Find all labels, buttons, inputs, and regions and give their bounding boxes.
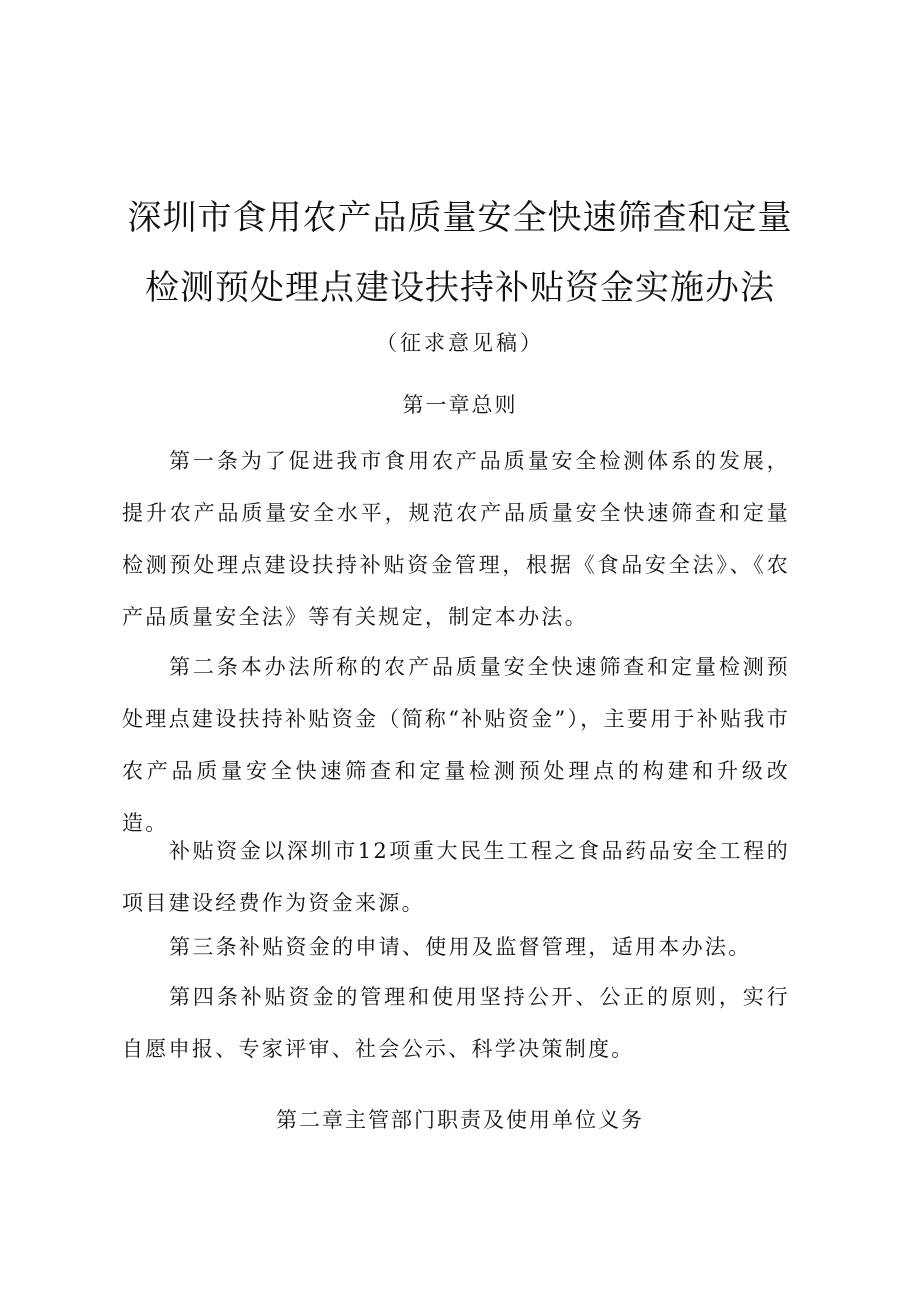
chapter-heading-1: 第一章总则	[402, 393, 518, 417]
document-subtitle: （征求意见稿）	[376, 331, 544, 355]
article-4-paragraph: 第四条补贴资金的管理和使用坚持公开、公正的原则，实行自愿申报、专家评审、社会公示、科学决策制度。	[122, 985, 790, 1061]
article-2-paragraph: 第二条本办法所称的农产品质量安全快速筛查和定量检测预处理点建设扶持补贴资金（简称“补贴资金”），主要用于补贴我市农产品质量安全快速筛查和定量检测预处理点的构建和升级改造。	[122, 655, 790, 835]
document-title-line-1: 深圳市食用农产品质量安全快速筛查和定量	[127, 198, 793, 238]
article-2-funding-paragraph: 补贴资金以深圳市12项重大民生工程之食品药品安全工程的项目建设经费作为资金来源。	[122, 839, 790, 915]
article-1-paragraph: 第一条为了促进我市食用农产品质量安全检测体系的发展，提升农产品质量安全水平，规范农产品质量安全快速筛查和定量检测预处理点建设扶持补贴资金管理，根据《食品安全法》、《农产品质量安全法》等有关规定，制定本办法。	[122, 449, 790, 629]
chapter-heading-2: 第二章主管部门职责及使用单位义务	[276, 1108, 644, 1132]
article-3-paragraph: 第三条补贴资金的申请、使用及监督管理，适用本办法。	[169, 935, 752, 959]
document-title-line-2: 检测预处理点建设扶持补贴资金实施办法	[145, 268, 775, 308]
